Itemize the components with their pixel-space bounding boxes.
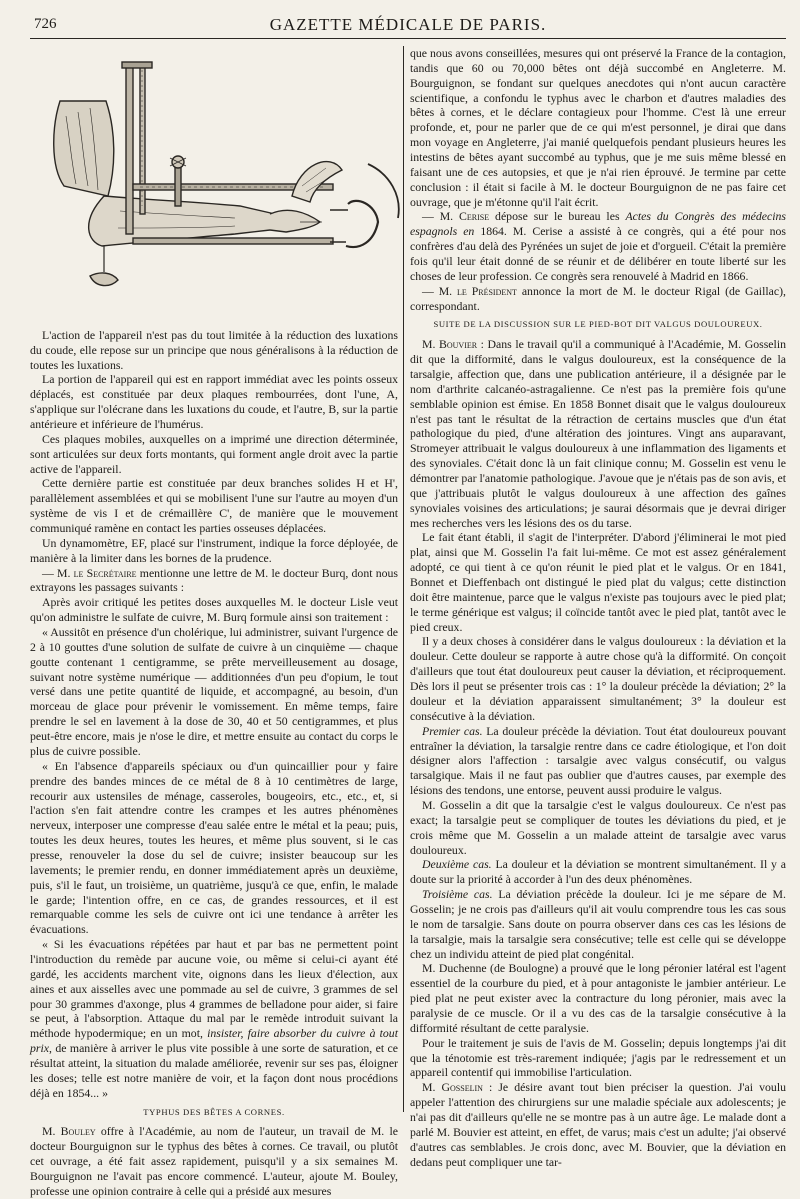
paragraph-text: La douleur précède la déviation. Tout état douloureux pouvant entraîner la déviation, la tarsalgie rentre dans ce cadre étiologique, et l'on doit désigner alors l'affection : tarsalgie avec valgus consécutif, ou valgus tarsalgique. Mais il ne faut pas oublier que d'autres causes, par exemple des lésions des tendons, une entorse, peuvent aussi produire le valgus. [410,723,787,798]
paragraph: La portion de l'appareil qui est en rapport immédiat avec les points osseux déplacés, est constituée par deux plaques rembourrées, dont l'une, A, s'applique sur l'olécrane dans les luxations du coude, et l'autre, B, sur la partie antérieure et inférieure de l'humérus. [30,372,398,432]
speaker-label: — M. Cerise [422,209,490,224]
speaker-label: M. Bouvier [422,337,478,352]
column-divider [403,46,404,1112]
paragraph-text: dépose sur le bureau les [489,209,626,224]
paragraph: M. Gosselin a dit que la tarsalgie c'est le valgus douloureux. Ce n'est pas exact; la tarsalgie peut se compliquer de toutes les déviations du pied, et je crois même que M. Gosselin a un malade atteint de tarsalgie avec varus douloureux. [410,797,786,857]
paragraph [410,337,786,530]
paragraph: Il y a deux choses à considérer dans le valgus douloureux : la déviation et la douleur. Cette douleur se rapporte à autre chose qu'à la difformité. On conçoit d'ailleurs que tout état douloureux peut causer la déviation, et réciproquement. Dès lors il peut se présenter trois cas : 1° la douleur précède la déviation; 2° la douleur et la déviation apparaissent simultanément; 3° la douleur est consécutive à la déviation. [410,634,786,723]
paragraph: Un dynamomètre, EF, placé sur l'instrument, indique la force déployée, de manière à la limiter dans les bornes de la prudence. [30,535,398,565]
paragraph-text: La déviation précède la douleur. Ici je me sépare de M. Gosselin; je ne crois pas d'ailleurs qu'il ait voulu comprendre tous les cas sous le nom de tarsalgie. Sans doute on pourra observer dans ces cas les lésions de la tarsalgie, mais la tarsalgie sera consécutive; telle est celle qui se développe chez un individu atteint de pied plat congénital. [410,887,786,961]
paragraph [410,1080,786,1169]
page-number: 726 [34,16,57,32]
paragraph: L'action de l'appareil n'est pas du tout limitée à la réduction des luxations du coude, elle repose sur un principe que nous généralisons à la réduction de toutes les luxations. [30,327,398,372]
case-label: Premier cas. [422,723,483,738]
paragraph [410,284,786,314]
speaker-label: — M. le Secrétaire [42,565,137,580]
italic-phrase: Actes du Congrès des médecins espagnols en [410,209,786,239]
section-heading: SUITE DE LA DISCUSSION SUR LE PIED-BOT DIT VALGUS DOULOUREUX. [433,319,763,330]
speaker-label: — M. le Président [422,283,517,298]
paragraph: que nous avons conseillées, mesures qui ont préservé la France de la contagion, tandis que 60 ou 70,000 bêtes ont déjà succombé en Angleterre. M. Bourguignon, se fondant sur quelques anecdotes qui n'ont aucun caractère scientifique, a confondu le typhus avec le charbon et d'autres maladies des bêtes à cornes, et le déclare contagieux pour l'homme. C'est là une erreur profonde, et, pour ne parler que de ce qui m'est personnel, je dirai que dans mon voyage en Angleterre, j'ai manié quelquefois pendant plusieurs heures les intestins de bêtes ayant succombé au typhus, que je me suis même blessé en faisant une de ces autopsies, et que je n'ai rien éprouvé. Je termine par cette conclusion : il était si facile à M. le docteur Bourguignon de ne pas faire cet ouvrage, que je m'étonne qu'il l'ait écrit. [410,46,786,209]
paragraph-text: mentionne une lettre de M. le docteur Burq, dont nous extrayons les passages suivants : [30,565,398,595]
italic-phrase: insister, faire absorber du cuivre à tout prix [30,1026,398,1056]
right-column [410,46,787,1169]
journal-title: GAZETTE MÉDICALE DE PARIS. [269,15,547,34]
paragraph [410,724,786,798]
paragraph-text: La douleur et la déviation se montrent simultanément. Il y a doute sur la priorité à accorder à l'un des deux phénomènes. [410,857,786,887]
paragraph [410,209,786,283]
paragraph-text: : Dans le travail qu'il a communiqué à l'Académie, M. Gosselin dit que la difformité, dans le valgus douloureux, est la conséquence de la tarsalgie, affection que, dans une publication antérieure, il a désignée par le nom d'arthrite calcanéo-astragalienne. Ce n'est pas la première fois qu'une semblable opinion est émise. En 1858 Bonnet disait que le valgus douloureux n'est pas tant le résultat de la rétraction de certains muscles que d'un état pathologique du pied, d'une altération des jointures. Vingt ans auparavant, Stromeyer attribuait le valgus douloureux à une inflammation des ligaments et des synoviales. C'était donc là un fait clinique connu; M. Gosselin est venu le démontrer par l'anatomie pathologique. J'avoue que je n'étais pas de son avis, et que j'attribuais plutôt le valgus douloureux à une affection des gaînes synoviales voisines des articulations; je saurai désormais que je devrai diriger mes recherches vers les lésions des os du tarse. [410,337,786,530]
paragraph: Ces plaques mobiles, auxquelles on a imprimé une direction déterminée, sont articulées sur deux forts montants, qui forment angle droit avec la partie active de l'appareil. [30,431,398,476]
page-header [30,14,786,39]
case-label: Troisième cas. [422,887,493,902]
paragraph-text: 1864. M. Cerise a assisté à ce congrès, qui a été pour nos confrères d'au delà des Pyrénées un sujet de joie et d'orgueil. C'était la première fois qu'il leur était donné de se réunir et de délibérer en toute liberté sur les choses de leur profession. Ce congrès sera renouvelé à Madrid en 1866. [410,224,786,283]
paragraph: M. Duchenne (de Boulogne) a prouvé que le long péronier latéral est l'agent essentiel de la courbure du pied, et à pour antagoniste le jambier antérieur. Le pied plat ne peut exister avec la contracture du long péronier, mais avec la paralysie de ce muscle. Or il a vu des cas de la tarsalgie consécutive à la difformité résultant de cette paralysie. [410,961,786,1035]
paragraph-text: annonce la mort de M. le docteur Rigal (de Gaillac), correspondant. [410,283,786,313]
paragraph-text: : Je désire avant tout bien préciser la question. J'ai voulu appeler l'attention des chirurgiens sur une maladie spéciale aux adolescents; je n'ai pas dit d'ailleurs qu'elle ne se montre pas à un autre âge. Le malade dont a parlé M. Bouvier est atteint, en effet, de varus; mais c'est un adulte; j'ai observé d'autres cas semblables. Je crois donc, avec M. Bouvier, que la déviation en dedans peut compliquer une tar- [410,1080,786,1169]
speaker-label: M. Bouley [42,1124,96,1139]
paragraph: Pour le traitement je suis de l'avis de M. Gosselin; depuis longtemps j'ai dit que la ténotomie est très-rarement indiquée; j'agis par le redressement et un appareil contentif qui immobilise l'articulation. [410,1035,786,1080]
paragraph: Cette dernière partie est constituée par deux branches solides H et H', parallèlement assemblées et qui se mobilisent l'une sur l'autre au moyen d'un système de vis I et de crémaillère C', de manière que le mouvement communiqué ramène en contact les parties osseuses déplacées. [30,476,398,536]
paragraph [30,1124,398,1198]
paragraph-text: « Si les évacuations répétées par haut et par bas ne permettent point l'introduction du remède par aucune voie, ou même si celui-ci ayant été gardé, les accidents marchent vite, oignons dans les lieux d'élection, aux aines et aux aisselles avec une pommade au sel de cuivre, 3 grammes de sel pour 30 grammes d'axonge, plus 4 grammes de belladone pour aider, si faire se peut, à l'absorption. Attaque du mal par le remède introduit suivant la méthode hypodermique; en un mot, [30,937,398,1041]
paragraph [410,857,786,887]
elbow-reduction-apparatus-illustration [30,46,398,318]
paragraph: Le fait étant établi, il s'agit de l'interpréter. D'abord j'éliminerai le mot pied plat, ainsi que M. Gosselin l'a fait lui-même. Ce mot est assez généralement adopté, ce qui tient à ce qu'on réunit le pied plat et le valgus. Or en 1841, Bonnet et Dieffenbach ont distingué le pied plat du valgus; cette distinction doit être maintenue, parce que le valgus n'existe pas toujours avec le pied plat; le terme générique est valgus; il coïncide tantôt avec le pied plat, tantôt avec le pied creux. [410,530,786,634]
paragraph-text: offre à l'Académie, au nom de l'auteur, un travail de M. le docteur Bourguignon sur le typhus des bêtes à cornes. Ce travail, ou plutôt cet ouvrage, a été fait assez rapidement, puisqu'il y a six semaines M. Bourguignon ne l'avait pas encore commencé. L'auteur, ajoute M. Bouley, professe une opinion contraire à celle qui a présidé aux mesures [30,1124,398,1198]
paragraph [410,887,786,961]
left-column [30,46,398,1198]
paragraph: Après avoir critiqué les petites doses auxquelles M. le docteur Lisle veut qu'on administre le sulfate de cuivre, M. Burq formule ainsi son traitement : [30,595,398,625]
section-heading: TYPHUS DES BÊTES A CORNES. [143,1106,285,1117]
paragraph [30,937,398,1100]
speaker-label: M. Gosselin [422,1080,483,1095]
paragraph [30,566,398,596]
paragraph-text: , de manière à arriver le plus vite possible à une sorte de saturation, et ce résultat atteint, la situation du malade améliorée, revenir sur ses pas, éloigner les doses; telle est notre manière de voir, et la façon dont nous procédions déjà en 1854... » [30,1041,398,1100]
case-label: Deuxième cas. [422,857,492,872]
paragraph: « Aussitôt en présence d'un cholérique, lui administrer, suivant l'urgence de 2 à 10 gouttes d'une solution de sulfate de cuivre à un cinquième — chaque goutte contenant 1 centigramme, se prête merveilleusement au dosage, suivant notre système numérique — additionnées d'un peu d'opium, le tout versé dans une petite quantité de liquide, et accompagné, au besoin, d'un morceau de glace pour prévenir le vomissement. En même temps, faire prendre le sel en lavement à la dose de 30, 40 et 50 centigrammes, et plus peut-être encore, mais je n'ose le dire, et mettre ensuite au contact du corps le plus de cuivre possible. [30,625,398,758]
paragraph: « En l'absence d'appareils spéciaux ou d'un quincaillier pour y faire prendre des bandes minces de ce métal de 8 à 10 centimètres de large, recourir aux ustensiles de ménage, casseroles, bougeoirs, etc., etc., et, si l'action s'en fait attendre contre les crampes et les autres phénomènes nerveux, interposer une compresse d'eau salée entre le métal et la peau; puis, toutes les deux heures, toutes les heures, et même plus souvent, si le cas presse, renouveler la dose du sel de cuivre; insister beaucoup sur les lavements; le premier rendu, en donner immédiatement après un deuxième, puis, s'il le faut, un troisième, un quatrième, jusqu'à ce que, enfin, le malade le garde; l'intention offre, en ce cas, de grandes ressources, et il est remarquable comme les sels de cuivre ont ici une tendance à arrêter les évacuations. [30,758,398,937]
